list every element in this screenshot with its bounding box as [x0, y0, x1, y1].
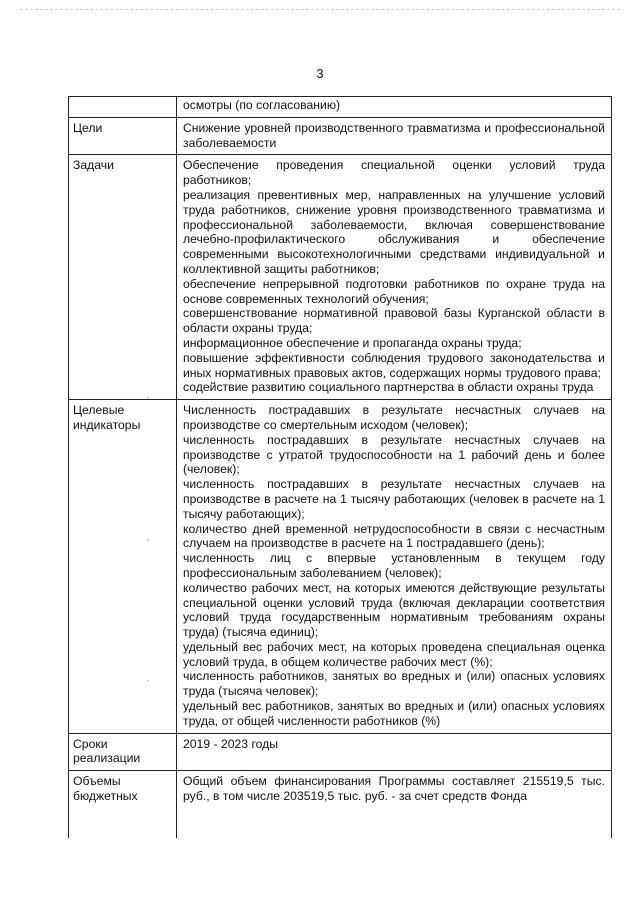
scan-speck: · [146, 535, 150, 546]
task-item: повышение эффективности соблюдения трудового законодательства и иных нормативных правовых актов, содержащих нормы трудового права; [183, 350, 605, 380]
content-cell-continuation [177, 97, 612, 118]
task-item: информационное обеспечение и пропаганда охраны труда; [183, 335, 522, 350]
indicator-item: удельный вес работников, занятых во вредных и (или) опасных условиях труда, от общей численности работников (%) [183, 699, 605, 728]
scan-artifact-line [20, 9, 620, 12]
label-cell-empty [69, 97, 177, 118]
task-item: Обеспечение проведения специальной оценки условий труда работников; [183, 158, 605, 188]
scan-speck: · [146, 392, 150, 403]
indicator-item: численность пострадавших в результате несчастных случаев на производстве в расчете на 1 тысячу работающих (человек в расчете на 1 тысячу работающих); [183, 477, 605, 521]
table-row-timeframe [69, 733, 612, 771]
indicator-item: количество рабочих мест, на которых имеются действующие результаты специальной оценки условий труда (включая декларации соответствия условий труда государственным нормативным требованиям охраны труда) (тысяча единиц); [183, 580, 605, 640]
task-item: реализация превентивных мер, направленных на улучшение условий труда работников, снижение уровня производственного травматизма и профессиональной заболеваемости, включая совершенствование лечебно-профилактического обслуживания и обеспечение современными высокотехнологичными средствами индивидуальной и коллективной защиты работников; [183, 187, 605, 276]
timeframe-text: 2019 - 2023 годы [183, 736, 279, 751]
content-tasks [177, 155, 612, 400]
indicator-item: количество дней временной нетрудоспособности в связи с несчастным случаем на производстве в расчете на 1 пострадавшего (день); [183, 521, 605, 551]
indicator-item: Численность пострадавших в результате несчастных случаев на производстве со смертельным исходом (человек); [183, 403, 605, 432]
goals-text: Снижение уровней производственного травматизма и профессиональной заболеваемости [183, 120, 605, 150]
table-row-continuation [69, 97, 612, 118]
task-item: совершенствование нормативной правовой базы Курганской области в области охраны труда; [183, 306, 605, 336]
content-goals [177, 117, 612, 155]
indicator-item: удельный вес рабочих мест, на которых проведена специальная оценка условий труда, в общем количестве рабочих мест (%); [183, 639, 605, 669]
label-timeframe: Сроки реализации [69, 733, 177, 771]
content-budget [177, 771, 612, 839]
label-indicators: Целевые индикаторы [69, 400, 177, 734]
label-goals: Цели [69, 117, 177, 155]
task-item: обеспечение непрерывной подготовки работников по охране труда на основе современных технологий обучения; [183, 276, 605, 306]
table-row-indicators [69, 400, 612, 734]
indicator-item: численность пострадавших в результате несчастных случаев на производстве с утратой трудоспособности на 1 рабочий день и более (человек); [183, 432, 605, 477]
page-number: 3 [316, 66, 324, 81]
indicator-item: численность лиц с впервые установленным в текущем году профессиональным заболеванием (человек); [183, 551, 605, 580]
continuation-text: осмотры (по согласованию) [183, 98, 341, 112]
table-row-goals [69, 117, 612, 155]
label-tasks: Задачи [69, 155, 177, 400]
task-item: содействие развитию социального партнерства в области охраны труда [183, 380, 594, 395]
content-indicators [177, 400, 612, 734]
budget-text: Общий объем финансирования Программы составляет 215519,5 тыс. руб., в том числе 203519,5 тыс. руб. - за счет средств Фонда [183, 774, 605, 804]
table-row-budget [69, 771, 612, 839]
table-row-tasks [69, 155, 612, 400]
program-passport-table [68, 96, 612, 838]
scan-speck: · [146, 675, 150, 686]
content-timeframe [177, 733, 612, 771]
indicator-item: численность работников, занятых во вредных и (или) опасных условиях труда (тысяча человек); [183, 669, 605, 699]
label-budget: Объемы бюджетных [69, 771, 177, 839]
